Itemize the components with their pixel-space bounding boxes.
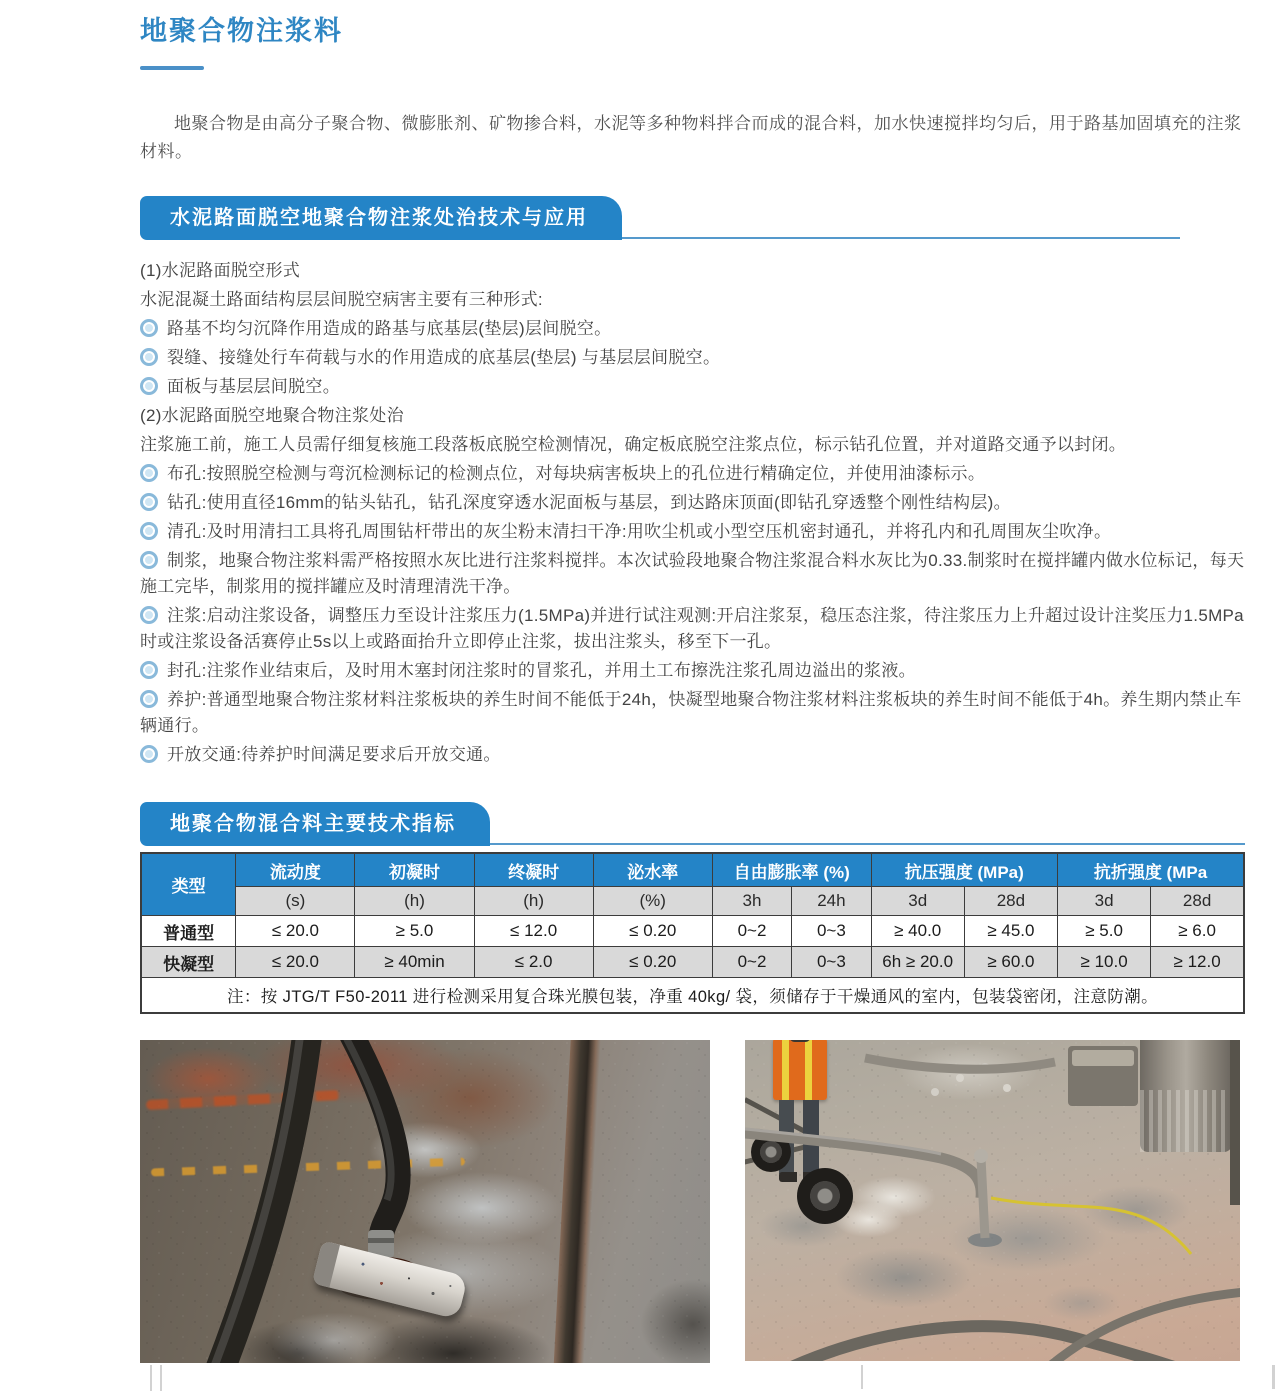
table-group-header: 抗压强度 (MPa) (871, 853, 1057, 887)
table-group-header: 自由膨胀率 (%) (712, 853, 871, 887)
section1-banner (140, 196, 1245, 240)
table-note-row (141, 978, 1244, 1014)
document-page (140, 14, 1245, 1392)
table-unit-header: (%) (593, 887, 712, 916)
page-edge-mark (160, 1365, 162, 1391)
page-edge-mark (150, 1365, 152, 1391)
list-item (140, 432, 1245, 458)
list-item-text: 路基不均匀沉降作用造成的路基与底基层(垫层)层间脱空。 (167, 319, 612, 338)
table-note: 注：按 JTG/T F50-2011 进行检测采用复合珠光膜包装，净重 40kg/ 袋，须储存于干燥通风的室内，包装袋密闭，注意防潮。 (141, 978, 1244, 1014)
injection-pipe (981, 1158, 985, 1238)
list-item-text: 水泥混凝土路面结构层层间脱空病害主要有三种形式: (140, 290, 543, 309)
ring-bullet-icon (140, 348, 158, 366)
list-item (140, 461, 1245, 487)
photo-row (140, 1040, 1245, 1363)
spec-table-head (141, 853, 1244, 916)
row-type-header: 快凝型 (141, 947, 236, 978)
table-cell: ≤ 12.0 (474, 916, 593, 947)
list-item (140, 603, 1245, 655)
intro-paragraph: 地聚合物是由高分子聚合物、微膨胀剂、矿物掺合料，水泥等多种物料拌合而成的混合料，加水快速搅拌均匀后，用于路基加固填充的注浆材料。 (140, 114, 1242, 161)
page-bottom-artifacts (0, 1363, 1280, 1392)
table-cell: 6h ≥ 20.0 (871, 947, 964, 978)
list-item-text: 封孔:注浆作业结束后，及时用木塞封闭注浆时的冒浆孔，并用土工布擦洗注浆孔周边溢出的浆液。 (167, 661, 916, 680)
list-item (140, 403, 1245, 429)
photo-grouting-hole (140, 1040, 710, 1363)
ring-bullet-icon (140, 377, 158, 395)
table-cell: ≥ 60.0 (964, 947, 1057, 978)
table-unit-header: 3d (871, 887, 964, 916)
table-unit-header: 3h (712, 887, 791, 916)
table-cell: ≥ 45.0 (964, 916, 1057, 947)
spec-table-body (141, 916, 1244, 1014)
ring-bullet-icon (140, 493, 158, 511)
section1-heading: 水泥路面脱空地聚合物注浆处治技术与应用 (140, 196, 622, 240)
list-item (140, 519, 1245, 545)
section2-banner (140, 802, 1245, 846)
list-item-text: 注浆:启动注浆设备，调整压力至设计注浆压力(1.5MPa)并进行试注观测:开启注浆泵，稳压态注浆，待注浆压力上升超过设计注奖压力1.5MPa时或注浆设备活赛停止5s以上或路面抬升立即停止注浆，拔出注浆头，移至下一孔。 (140, 606, 1244, 651)
table-group-header: 流动度 (236, 853, 355, 887)
ring-bullet-icon (140, 551, 158, 569)
ring-bullet-icon (140, 522, 158, 540)
table-cell: ≥ 5.0 (355, 916, 474, 947)
table-group-header: 初凝时 (355, 853, 474, 887)
list-item-text: (1)水泥路面脱空形式 (140, 261, 301, 280)
section2-banner-line (490, 843, 1245, 845)
table-cell: ≥ 6.0 (1151, 916, 1244, 947)
table-group-header: 泌水率 (593, 853, 712, 887)
photo-grouting-site (745, 1040, 1240, 1361)
table-unit-header: 28d (964, 887, 1057, 916)
site-hoses-illustration (745, 1040, 1240, 1361)
list-item-text: 钻孔:使用直径16mm的钻头钻孔，钻孔深度穿透水泥面板与基层，到达路床顶面(即钻孔穿透整个刚性结构层)。 (167, 493, 1011, 512)
ring-bullet-icon (140, 606, 158, 624)
table-cell: ≤ 20.0 (236, 947, 355, 978)
ring-bullet-icon (140, 690, 158, 708)
page-title: 地聚合物注浆料 (140, 16, 343, 46)
table-cell: ≥ 40min (355, 947, 474, 978)
list-item (140, 687, 1245, 739)
table-row (141, 947, 1244, 978)
table-unit-header: 24h (792, 887, 871, 916)
list-item (140, 658, 1245, 684)
table-cell: ≤ 0.20 (593, 916, 712, 947)
table-group-header: 抗折强度 (MPa (1058, 853, 1245, 887)
row-type-header: 普通型 (141, 916, 236, 947)
title-underline (140, 66, 204, 70)
grouting-hose-illustration (140, 1040, 710, 1363)
table-cell: ≥ 10.0 (1058, 947, 1151, 978)
list-item (140, 287, 1245, 313)
list-item-text: 裂缝、接缝处行车荷载与水的作用造成的底基层(垫层) 与基层层间脱空。 (167, 348, 721, 367)
table-unit-header: 3d (1058, 887, 1151, 916)
ring-bullet-icon (140, 464, 158, 482)
table-unit-header: (h) (474, 887, 593, 916)
table-cell: 0~2 (712, 916, 791, 947)
list-item (140, 345, 1245, 371)
list-item-text: 布孔:按照脱空检测与弯沉检测标记的检测点位，对每块病害板块上的孔位进行精确定位，并使用油漆标示。 (167, 464, 986, 483)
table-unit-header: (h) (355, 887, 474, 916)
ring-bullet-icon (140, 745, 158, 763)
list-item-text: 养护:普通型地聚合物注浆材料注浆板块的养生时间不能低于24h，快凝型地聚合物注浆材料注浆板块的养生时间不能低于4h。养生期内禁止车辆通行。 (140, 690, 1242, 735)
ring-bullet-icon (140, 319, 158, 337)
table-cell: ≥ 5.0 (1058, 916, 1151, 947)
list-item-text: 开放交通:待养护时间满足要求后开放交通。 (167, 745, 501, 764)
table-cell: 0~2 (712, 947, 791, 978)
table-cell: ≥ 40.0 (871, 916, 964, 947)
list-item-text: 注浆施工前，施工人员需仔细复核施工段落板底脱空检测情况，确定板底脱空注浆点位，标示钻孔位置，并对道路交通予以封闭。 (140, 435, 1127, 454)
page-edge-mark (861, 1365, 863, 1389)
table-unit-header: (s) (236, 887, 355, 916)
table-cell: ≤ 2.0 (474, 947, 593, 978)
section1-banner-line (622, 237, 1180, 239)
table-cell: ≤ 20.0 (236, 916, 355, 947)
list-item (140, 258, 1245, 284)
ring-bullet-icon (140, 661, 158, 679)
list-item-text: 面板与基层层间脱空。 (167, 377, 340, 396)
list-item (140, 374, 1245, 400)
table-cell: 0~3 (792, 916, 871, 947)
table-row (141, 916, 1244, 947)
table-group-header: 终凝时 (474, 853, 593, 887)
table-unit-header: 28d (1151, 887, 1244, 916)
procedure-list (140, 258, 1245, 768)
list-item-text: (2)水泥路面脱空地聚合物注浆处治 (140, 406, 404, 425)
list-item-text: 清孔:及时用清扫工具将孔周围钻杆带出的灰尘粉末清扫干净:用吹尘机或小型空压机密封通孔，并将孔内和孔周围灰尘吹净。 (167, 522, 1112, 541)
table-corner-header: 类型 (141, 853, 236, 916)
spec-table (140, 852, 1245, 1014)
section2-heading: 地聚合物混合料主要技术指标 (140, 802, 490, 846)
list-item-text: 制浆，地聚合物注浆料需严格按照水灰比进行注浆料搅拌。本次试验段地聚合物注浆混合料水灰比为0.33.制浆时在搅拌罐内做水位标记，每天施工完毕，制浆用的搅拌罐应及时清理清洗干净。 (140, 551, 1245, 596)
list-item (140, 316, 1245, 342)
table-cell: 0~3 (792, 947, 871, 978)
yellow-cable (991, 1198, 1191, 1254)
table-cell: ≥ 12.0 (1151, 947, 1244, 978)
list-item (140, 742, 1245, 768)
list-item (140, 548, 1245, 600)
list-item (140, 490, 1245, 516)
table-cell: ≤ 0.20 (593, 947, 712, 978)
page-edge-mark (1272, 1365, 1275, 1389)
